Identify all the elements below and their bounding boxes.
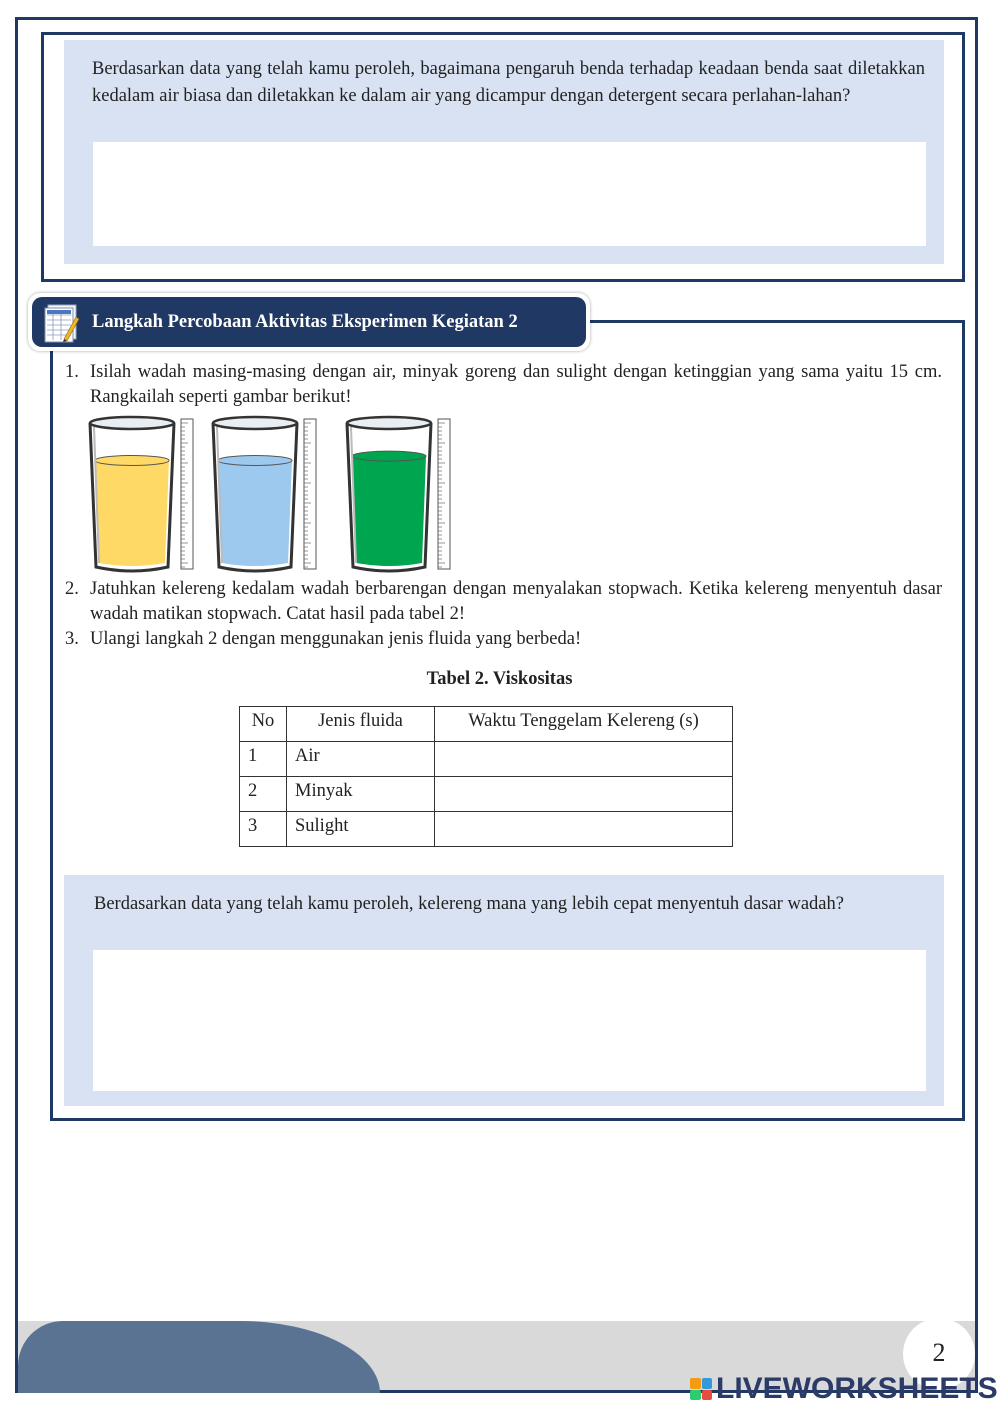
header-no: No <box>240 707 287 742</box>
glass-rim <box>90 417 174 429</box>
page-number: 2 <box>932 1338 946 1367</box>
liquid-surface <box>352 451 426 461</box>
glass-2 <box>213 417 297 571</box>
glass-3 <box>347 417 431 571</box>
ruler-3 <box>438 419 450 569</box>
fluid-glasses-illustration <box>85 415 465 575</box>
liquid <box>218 460 292 566</box>
row-fluid: Minyak <box>287 777 435 812</box>
glass-rim <box>213 417 297 429</box>
table-row <box>240 777 733 812</box>
liveworksheets-badge-icon <box>690 1378 712 1400</box>
liquid-surface <box>218 455 292 465</box>
step-3-text: Ulangi langkah 2 dengan menggunakan jenis fluida yang berbeda! <box>90 629 582 649</box>
spreadsheet-pencil-icon <box>42 303 80 343</box>
row-fluid: Air <box>287 742 435 777</box>
table-row <box>240 742 733 777</box>
step-2-number: 2. <box>65 579 79 599</box>
section-header <box>28 293 590 351</box>
liveworksheets-logo <box>690 1372 998 1406</box>
step-1 <box>65 360 942 410</box>
glass-rim <box>347 417 431 429</box>
glass-1 <box>90 417 174 571</box>
step-3-number: 3. <box>65 629 79 649</box>
row-time-input[interactable] <box>435 812 733 847</box>
row-no: 2 <box>240 777 287 812</box>
steps-list <box>65 360 942 410</box>
step-2 <box>65 577 942 627</box>
steps-list-continued <box>65 577 942 652</box>
row-no: 1 <box>240 742 287 777</box>
step-3 <box>65 627 942 652</box>
table-caption: Tabel 2. Viskositas <box>426 669 573 689</box>
question1-answer-field[interactable] <box>93 142 926 246</box>
step-1-text: Isilah wadah masing-masing dengan air, minyak goreng dan sulight dengan ketinggian yang sama yaitu 15 cm. Rangkailah seperti gambar berikut! <box>90 362 942 407</box>
row-no: 3 <box>240 812 287 847</box>
step-1-number: 1. <box>65 362 79 382</box>
question2-answer-field[interactable] <box>93 950 926 1091</box>
step-2-text: Jatuhkan kelereng kedalam wadah berbarengan dengan menyalakan stopwach. Ketika kelereng menyentuh dasar wadah matikan stopwach. Catat hasil pada tabel 2! <box>90 579 942 624</box>
table-row <box>240 812 733 847</box>
row-time-input[interactable] <box>435 742 733 777</box>
liveworksheets-brand: LIVEWORKSHEETS <box>716 1372 998 1405</box>
table-header-row <box>240 707 733 742</box>
liquid <box>95 460 169 566</box>
header-time: Waktu Tenggelam Kelereng (s) <box>435 707 733 742</box>
liquid-surface <box>95 455 169 465</box>
liquid <box>352 456 426 566</box>
viscosity-table <box>239 706 733 847</box>
ruler-2 <box>304 419 316 569</box>
ruler-1 <box>181 419 193 569</box>
section-title: Langkah Percobaan Aktivitas Eksperimen Kegiatan 2 <box>92 312 518 332</box>
question2-text: Berdasarkan data yang telah kamu peroleh, kelereng mana yang lebih cepat menyentuh dasar wadah? <box>94 894 844 914</box>
row-fluid: Sulight <box>287 812 435 847</box>
header-fluid: Jenis fluida <box>287 707 435 742</box>
row-time-input[interactable] <box>435 777 733 812</box>
question1-text: Berdasarkan data yang telah kamu peroleh, bagaimana pengaruh benda terhadap keadaan benda saat diletakkan kedalam air biasa dan diletakkan ke dalam air yang dicampur dengan detergent secara perlahan-lahan? <box>92 59 925 106</box>
